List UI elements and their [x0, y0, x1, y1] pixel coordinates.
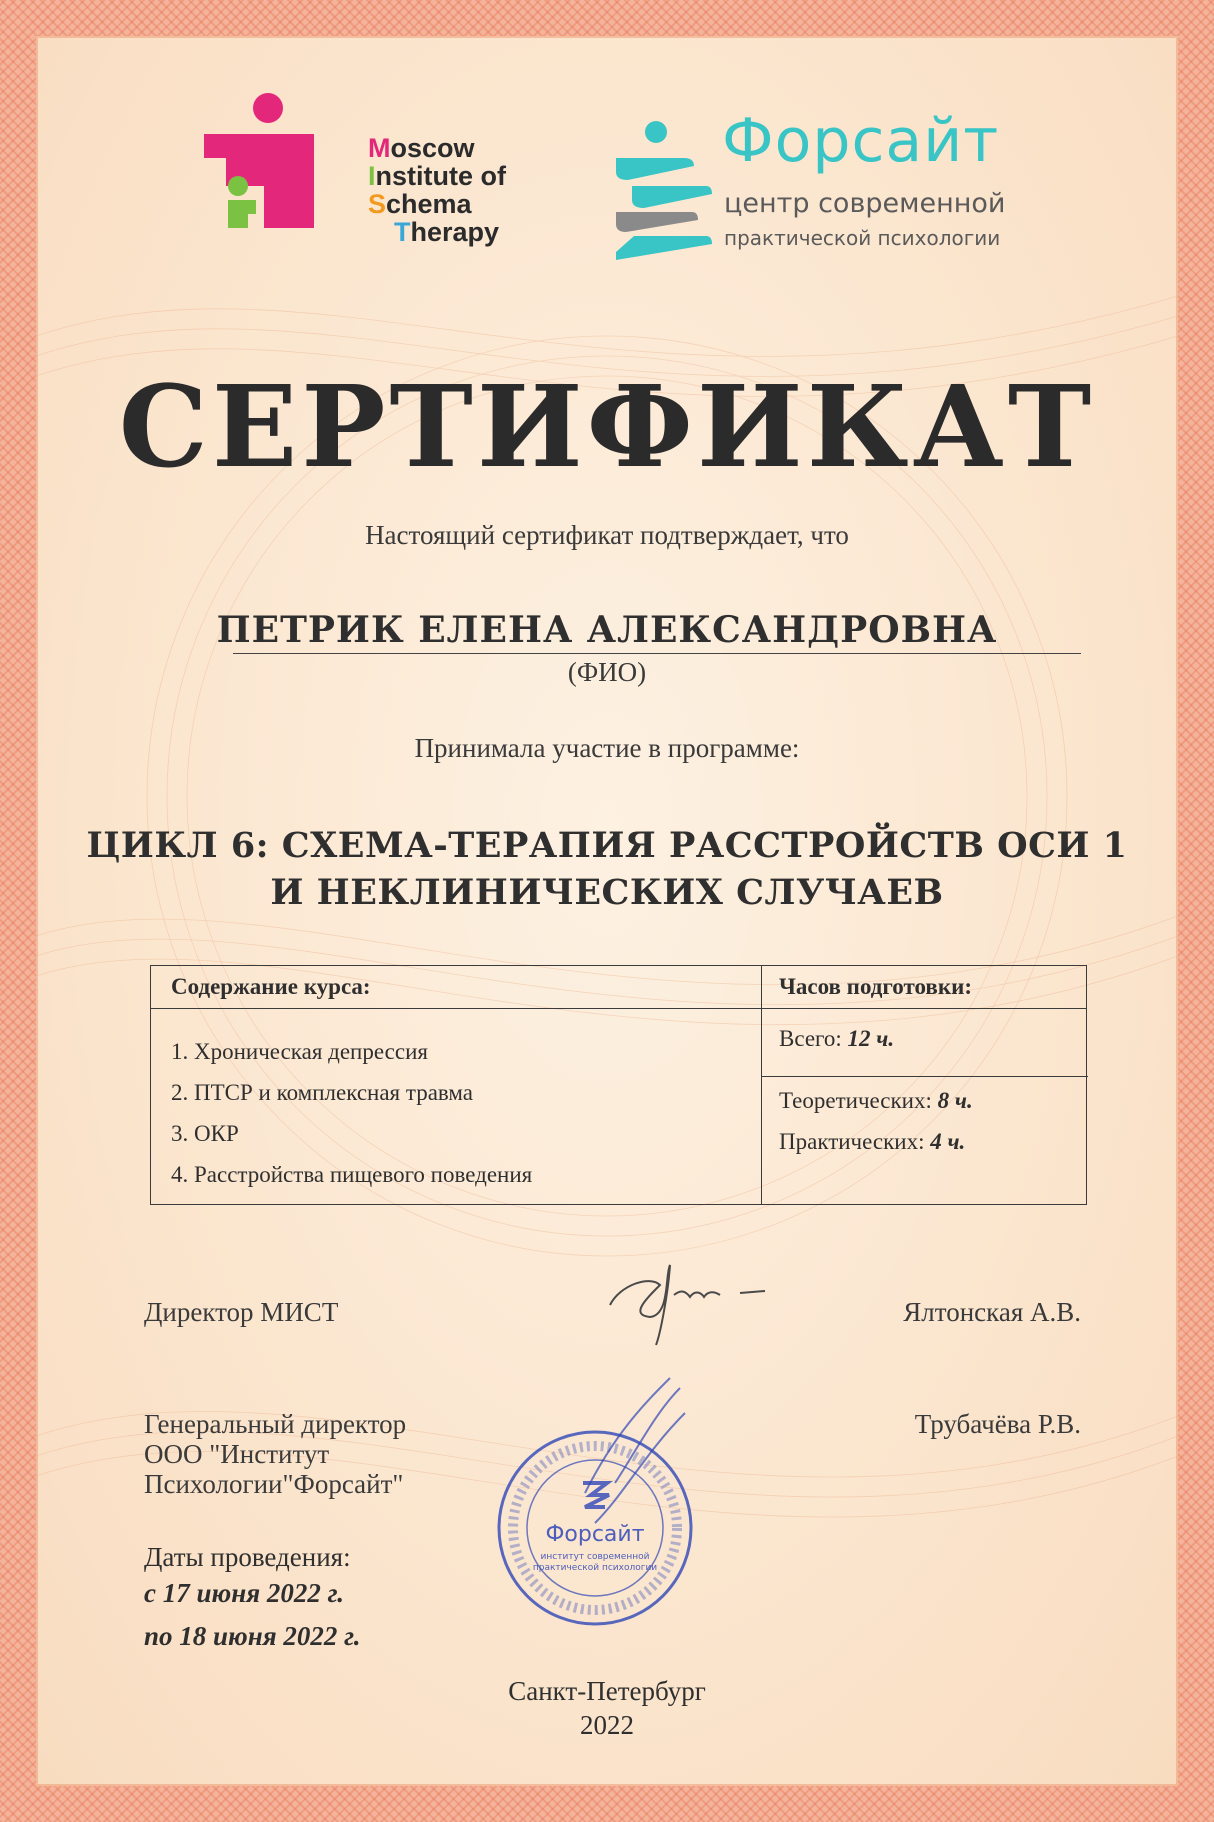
city: Санкт-Петербург: [508, 1676, 706, 1706]
list-item: 1. Хроническая депрессия: [171, 1039, 428, 1064]
director-title: Директор МИСТ: [144, 1297, 339, 1327]
table-header-hours: Часов подготовки:: [779, 974, 972, 999]
forsite-subtitle-1: центр современной: [724, 188, 1006, 219]
svg-text:институт современной: институт современной: [540, 1552, 650, 1562]
course-topics-list: [171, 1031, 532, 1195]
dates-label: Даты проведения:: [144, 1542, 351, 1572]
forsite-title: Форсайт: [722, 106, 1000, 176]
general-director-title: Генеральный директор ООО "Институт Психологии"Форсайт": [144, 1409, 407, 1499]
table-header-content: Содержание курса:: [171, 974, 371, 999]
program-title-line-1: ЦИКЛ 6: СХЕМА-ТЕРАПИЯ РАССТРОЙСТВ ОСИ 1: [86, 825, 1128, 866]
forsite-logo: [612, 92, 1012, 282]
hours-practice: Практических: 4 ч.: [779, 1129, 966, 1154]
name-caption: (ФИО): [567, 657, 647, 687]
year: 2022: [580, 1710, 634, 1740]
general-director-name: Трубачёва Р.В.: [914, 1409, 1081, 1439]
svg-text:практической психологии: практической психологии: [532, 1563, 658, 1573]
mist-wordmark: Moscow Institute of Schema Therapy: [368, 133, 506, 247]
date-to: по 18 июня 2022 г.: [144, 1621, 361, 1651]
list-item: 3. ОКР: [171, 1121, 239, 1146]
name-underline: [233, 653, 1081, 654]
director-signature: [590, 1245, 770, 1355]
forsite-subtitle-2: практической психологии: [724, 226, 1001, 250]
date-from: с 17 июня 2022 г.: [144, 1578, 344, 1608]
hours-total: Всего: 12 ч.: [779, 1026, 895, 1051]
course-table: [150, 965, 1087, 1205]
place-and-year: [0, 1674, 1214, 1742]
list-item: 2. ПТСР и комплексная травма: [171, 1080, 473, 1105]
mist-logo: [204, 86, 564, 276]
mist-emblem-icon: [204, 86, 364, 246]
recipient-name: ПЕТРИК ЕЛЕНА АЛЕКСАНДРОВНА: [216, 609, 998, 651]
list-item: 4. Расстройства пищевого поведения: [171, 1162, 533, 1187]
forsite-emblem-icon: [614, 120, 714, 260]
intro-text: Настоящий сертификат подтверждает, что: [365, 520, 849, 550]
hours-theory: Теоретических: 8 ч.: [779, 1088, 973, 1113]
svg-text:Форсайт: Форсайт: [545, 1522, 645, 1547]
official-stamp: [495, 1373, 695, 1633]
program-title-line-2: И НЕКЛИНИЧЕСКИХ СЛУЧАЕВ: [270, 872, 944, 913]
director-name: Ялтонская А.В.: [903, 1297, 1081, 1327]
program-title: [0, 822, 1214, 916]
participation-text: Принимала участие в программе:: [414, 733, 800, 763]
certificate-title: СЕРТИФИКАТ: [118, 362, 1096, 493]
